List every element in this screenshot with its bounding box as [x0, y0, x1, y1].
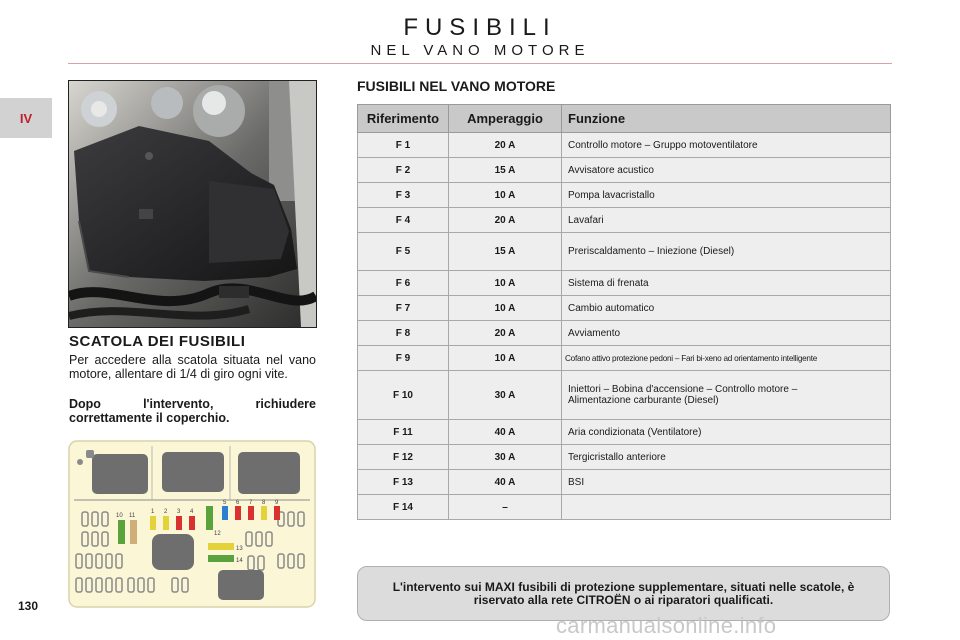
fuse-amp: 10 A	[449, 296, 562, 321]
fuse-ref: F 7	[358, 296, 449, 321]
diagram-label-12: 12	[214, 531, 221, 537]
fuse-func: Aria condizionata (Ventilatore)	[562, 420, 891, 445]
table-row	[358, 208, 891, 233]
diagram-label-1: 1	[151, 509, 155, 515]
table-row	[358, 233, 891, 271]
fuse-ref: F 5	[358, 233, 449, 271]
col-header-amp: Amperaggio	[449, 105, 562, 133]
fuse-box-diagram	[68, 440, 316, 608]
fuse-func: Cambio automatico	[562, 296, 891, 321]
table-row	[358, 158, 891, 183]
fuse-amp: 30 A	[449, 445, 562, 470]
fuse-ref: F 2	[358, 158, 449, 183]
access-instruction-text: Per accedere alla scatola situata nel vano motore, allentare di 1/4 di giro ogni vite.	[69, 353, 316, 381]
col-header-func: Funzione	[562, 105, 891, 133]
diagram-label-4: 4	[190, 509, 194, 515]
fuse-ref: F 1	[358, 133, 449, 158]
table-row	[358, 470, 891, 495]
col-header-ref: Riferimento	[358, 105, 449, 133]
diagram-label-13: 13	[236, 546, 243, 552]
table-row	[358, 321, 891, 346]
fuse-amp: 15 A	[449, 158, 562, 183]
chapter-tab: IV	[0, 98, 52, 138]
page-title: FUSIBILI	[403, 14, 557, 41]
fuse-func: Cofano attivo protezione pedoni – Fari bi-xeno ad orientamento intelligente	[562, 346, 891, 371]
diagram-label-6: 6	[236, 500, 240, 506]
fuse-func: Pompa lavacristallo	[562, 183, 891, 208]
fuse-amp: 20 A	[449, 321, 562, 346]
diagram-label-2: 2	[164, 509, 168, 515]
fuse-amp: –	[449, 495, 562, 520]
diagram-label-11: 11	[129, 513, 136, 519]
diagram-label-14: 14	[236, 558, 243, 564]
fuse-func: Avviamento	[562, 321, 891, 346]
table-row	[358, 271, 891, 296]
fuse-table-header	[358, 105, 891, 133]
table-row	[358, 495, 891, 520]
engine-fuse-box-photo	[68, 80, 317, 328]
fuse-amp: 20 A	[449, 133, 562, 158]
page-subtitle: NEL VANO MOTORE	[370, 42, 590, 59]
fuse-func: BSI	[562, 470, 891, 495]
fuse-func-line2: Alimentazione carburante (Diesel)	[568, 395, 719, 406]
fuse-table-title: FUSIBILI NEL VANO MOTORE	[357, 78, 556, 94]
page-number: 130	[18, 599, 39, 613]
fuse-amp: 40 A	[449, 470, 562, 495]
table-row	[358, 183, 891, 208]
fuse-amp: 40 A	[449, 420, 562, 445]
fuse-amp: 15 A	[449, 233, 562, 271]
fuse-amp: 10 A	[449, 271, 562, 296]
table-row	[358, 371, 891, 420]
diagram-label-5: 5	[223, 500, 227, 506]
watermark: carmanualsonline.info	[556, 613, 777, 638]
maxi-fuse-note-text: L'intervento sui MAXI fusibili di protezione supplementare, situati nelle scatole, è riservato alla rete CITROËN o ai riparatori qualificati.	[392, 579, 855, 607]
fuse-func: Preriscaldamento – Iniezione (Diesel)	[562, 233, 891, 271]
fuse-ref: F 4	[358, 208, 449, 233]
close-cover-warning: Dopo l'intervento, richiudere correttamente il coperchio.	[69, 397, 316, 425]
fuse-ref: F 10	[358, 371, 449, 420]
fuse-amp: 10 A	[449, 183, 562, 208]
diagram-label-7: 7	[249, 500, 253, 506]
fuse-ref: F 9	[358, 346, 449, 371]
diagram-label-10: 10	[116, 513, 123, 519]
table-row	[358, 420, 891, 445]
fuse-func-line1: Iniettori – Bobina d'accensione – Controllo motore –	[568, 384, 798, 395]
fuse-ref: F 14	[358, 495, 449, 520]
fuse-func: Avvisatore acustico	[562, 158, 891, 183]
table-row	[358, 346, 891, 371]
fuse-ref: F 13	[358, 470, 449, 495]
fuse-func: Lavafari	[562, 208, 891, 233]
fuse-amp: 30 A	[449, 371, 562, 420]
diagram-label-3: 3	[177, 509, 181, 515]
header-divider	[68, 63, 892, 64]
fuse-amp: 10 A	[449, 346, 562, 371]
fuse-ref: F 8	[358, 321, 449, 346]
fuse-func: Tergicristallo anteriore	[562, 445, 891, 470]
fuse-func-multiline	[562, 371, 891, 420]
fuse-layout-svg	[68, 440, 316, 608]
diagram-label-9: 9	[275, 500, 279, 506]
fuse-ref: F 3	[358, 183, 449, 208]
table-row	[358, 133, 891, 158]
diagram-label-8: 8	[262, 500, 266, 506]
fuse-func: Sistema di frenata	[562, 271, 891, 296]
table-row	[358, 445, 891, 470]
fuse-ref: F 6	[358, 271, 449, 296]
fuse-ref: F 12	[358, 445, 449, 470]
fuse-ref: F 11	[358, 420, 449, 445]
fuse-amp: 20 A	[449, 208, 562, 233]
section-title-fuse-box: SCATOLA DEI FUSIBILI	[69, 333, 246, 350]
fuse-func	[562, 495, 891, 520]
fuse-func: Controllo motore – Gruppo motoventilatore	[562, 133, 891, 158]
table-row	[358, 296, 891, 321]
engine-bay-illustration	[69, 81, 316, 327]
fuse-table	[357, 104, 891, 520]
